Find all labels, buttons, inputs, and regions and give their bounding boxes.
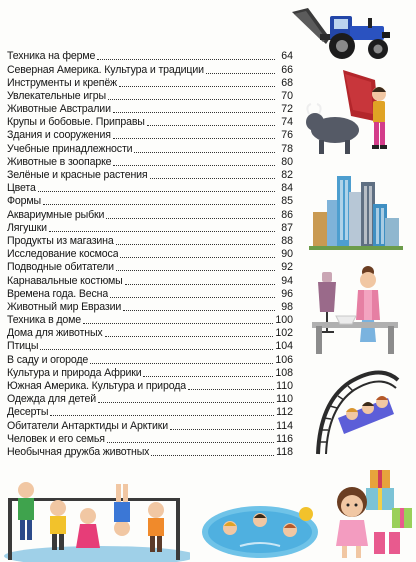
toc-entry-page-number: 100 xyxy=(275,314,293,327)
toc-entry-page-number: 78 xyxy=(281,142,293,155)
toc-entry xyxy=(7,353,293,365)
toc-entry-page-number: 92 xyxy=(281,261,293,274)
bullfighter-illustration xyxy=(305,64,405,164)
toc-entry xyxy=(7,169,293,181)
toc-entry xyxy=(7,274,293,286)
toc-entry-title: Аквариумные рыбки xyxy=(7,209,105,221)
toc-entry xyxy=(7,208,293,220)
toc-dot-leader xyxy=(120,257,275,258)
toc-entry-title: Крупы и бобовые. Приправы xyxy=(7,117,145,129)
toc-entry-page-number: 85 xyxy=(281,195,293,208)
toc-entry xyxy=(7,446,293,458)
toc-entry xyxy=(7,90,293,102)
toc-entry xyxy=(7,76,293,88)
toc-dot-leader xyxy=(108,99,275,100)
toc-entry-title: Северная Америка. Культура и традиции xyxy=(7,64,204,76)
toc-entry-title: Животные в зоопарке xyxy=(7,156,112,168)
toc-entry xyxy=(7,182,293,194)
toc-dot-leader xyxy=(97,59,275,60)
toc-dot-leader xyxy=(105,336,274,337)
toc-entry-page-number: 104 xyxy=(275,340,293,353)
toc-dot-leader xyxy=(143,376,273,377)
toc-entry xyxy=(7,156,293,168)
toc-entry-title: Лягушки xyxy=(7,222,47,234)
toc-entry-title: Необычная дружба животных xyxy=(7,446,150,458)
toc-entry-title: Цвета xyxy=(7,183,36,195)
toc-entry-title: Дома для животных xyxy=(7,328,103,340)
playground-kids-illustration xyxy=(0,470,190,562)
pool-kids-illustration xyxy=(200,500,320,562)
girl-with-gifts-illustration xyxy=(330,458,414,562)
toc-entry-title: Животные Австралии xyxy=(7,104,111,116)
toc-entry-title: Увлекательные игры xyxy=(7,90,106,102)
toc-dot-leader xyxy=(40,349,273,350)
toc-entry-page-number: 87 xyxy=(281,221,293,234)
toc-entry-title: Техника на ферме xyxy=(7,51,96,63)
table-of-contents xyxy=(7,50,293,459)
toc-entry xyxy=(7,340,293,352)
toc-dot-leader xyxy=(150,178,276,179)
toc-entry-title: Одежда для детей xyxy=(7,394,96,406)
toc-entry xyxy=(7,419,293,431)
toc-entry-page-number: 90 xyxy=(281,248,293,261)
toc-dot-leader xyxy=(170,429,274,430)
toc-entry-title: Инструменты и крепёж xyxy=(7,77,117,89)
toc-entry-page-number: 76 xyxy=(281,129,293,142)
toc-dot-leader xyxy=(134,152,275,153)
toc-dot-leader xyxy=(43,204,275,205)
toc-entry xyxy=(7,129,293,141)
toc-entry xyxy=(7,393,293,405)
toc-entry-page-number: 112 xyxy=(276,406,293,419)
toc-dot-leader xyxy=(113,165,275,166)
toc-dot-leader xyxy=(98,402,274,403)
toc-dot-leader xyxy=(147,125,275,126)
toc-entry-page-number: 114 xyxy=(276,419,293,432)
toc-entry-title: Формы xyxy=(7,196,41,208)
toc-entry-page-number: 110 xyxy=(276,393,293,406)
toc-entry-page-number: 108 xyxy=(275,366,293,379)
toc-entry xyxy=(7,50,293,62)
toc-dot-leader xyxy=(123,310,275,311)
toc-dot-leader xyxy=(110,297,275,298)
toc-dot-leader xyxy=(107,442,274,443)
toc-entry xyxy=(7,301,293,313)
toc-entry xyxy=(7,195,293,207)
toc-entry-title: Зелёные и красные растения xyxy=(7,170,148,182)
toc-dot-leader xyxy=(49,231,275,232)
toc-entry-title: Животный мир Евразии xyxy=(7,301,122,313)
toc-entry xyxy=(7,103,293,115)
toc-dot-leader xyxy=(188,389,274,390)
toc-entry-title: Обитатели Антарктиды и Арктики xyxy=(7,420,169,432)
toc-entry xyxy=(7,116,293,128)
toc-dot-leader xyxy=(116,244,275,245)
toc-dot-leader xyxy=(113,138,275,139)
toc-entry-title: Исследование космоса xyxy=(7,249,119,261)
toc-entry-title: В саду и огороде xyxy=(7,354,89,366)
toc-entry xyxy=(7,367,293,379)
toc-entry-title: Человек и его семья xyxy=(7,433,105,445)
toc-entry-title: Десерты xyxy=(7,407,49,419)
toc-entry xyxy=(7,221,293,233)
toc-entry-page-number: 96 xyxy=(281,287,293,300)
toc-entry xyxy=(7,314,293,326)
toc-entry-page-number: 80 xyxy=(281,155,293,168)
toc-dot-leader xyxy=(151,455,274,456)
toc-entry xyxy=(7,142,293,154)
toc-entry xyxy=(7,261,293,273)
toc-entry-page-number: 70 xyxy=(281,89,293,102)
toc-dot-leader xyxy=(116,270,275,271)
toc-dot-leader xyxy=(90,363,273,364)
toc-entry-title: Подводные обитатели xyxy=(7,262,114,274)
toc-entry xyxy=(7,406,293,418)
toc-entry-page-number: 88 xyxy=(281,234,293,247)
tractor-illustration xyxy=(290,4,402,62)
toc-entry xyxy=(7,327,293,339)
toc-entry xyxy=(7,380,293,392)
toc-entry-page-number: 102 xyxy=(275,327,293,340)
toc-entry-page-number: 74 xyxy=(281,116,293,129)
toc-entry-page-number: 106 xyxy=(275,353,293,366)
toc-dot-leader xyxy=(83,323,273,324)
toc-entry xyxy=(7,432,293,444)
toc-entry-page-number: 66 xyxy=(281,63,293,76)
tailor-illustration xyxy=(312,260,404,356)
toc-entry-page-number: 72 xyxy=(281,103,293,116)
toc-dot-leader xyxy=(106,218,275,219)
toc-entry-page-number: 68 xyxy=(281,76,293,89)
toc-entry-title: Продукты из магазина xyxy=(7,235,114,247)
toc-entry-title: Птицы xyxy=(7,341,39,353)
toc-dot-leader xyxy=(38,191,275,192)
toc-entry-title: Техника в доме xyxy=(7,315,82,327)
toc-entry-page-number: 94 xyxy=(281,274,293,287)
toc-entry-title: Времена года. Весна xyxy=(7,288,109,300)
toc-entry-title: Южная Америка. Культура и природа xyxy=(7,381,186,393)
toc-dot-leader xyxy=(206,73,275,74)
toc-entry-page-number: 64 xyxy=(281,50,293,63)
toc-entry-page-number: 110 xyxy=(276,380,293,393)
toc-dot-leader xyxy=(113,112,275,113)
toc-dot-leader xyxy=(119,86,275,87)
toc-entry-page-number: 82 xyxy=(281,169,293,182)
toc-entry-page-number: 84 xyxy=(281,182,293,195)
toc-dot-leader xyxy=(125,284,275,285)
toc-entry xyxy=(7,63,293,75)
toc-entry xyxy=(7,248,293,260)
toc-entry-title: Здания и сооружения xyxy=(7,130,111,142)
toc-entry-page-number: 118 xyxy=(276,445,293,458)
toc-entry-title: Учебные принадлежности xyxy=(7,143,133,155)
toc-entry-page-number: 86 xyxy=(281,208,293,221)
toc-entry-title: Карнавальные костюмы xyxy=(7,275,123,287)
toc-entry xyxy=(7,287,293,299)
toc-dot-leader xyxy=(50,415,274,416)
toc-entry xyxy=(7,235,293,247)
rollercoaster-illustration xyxy=(310,362,406,458)
toc-entry-title: Культура и природа Африки xyxy=(7,367,142,379)
toc-entry-page-number: 116 xyxy=(276,432,293,445)
skyscrapers-illustration xyxy=(309,170,403,250)
toc-entry-page-number: 98 xyxy=(281,300,293,313)
